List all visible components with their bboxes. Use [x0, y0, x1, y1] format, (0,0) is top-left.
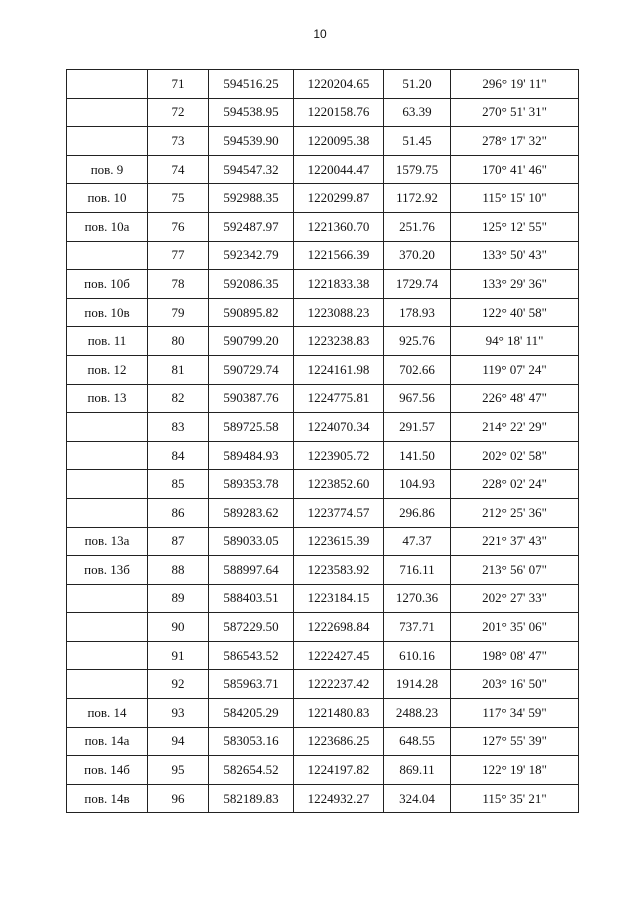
turn-cell: пов. 10б — [67, 270, 148, 299]
x-coordinate-cell: 585963.71 — [209, 670, 294, 699]
x-coordinate-cell: 589725.58 — [209, 413, 294, 442]
y-coordinate-cell: 1223088.23 — [294, 298, 384, 327]
turn-cell — [67, 641, 148, 670]
table-row — [67, 670, 579, 699]
coordinates-table-body — [67, 70, 579, 813]
length-cell: 63.39 — [384, 98, 451, 127]
direction-angle-cell: 125° 12' 55" — [451, 212, 579, 241]
x-coordinate-cell: 589033.05 — [209, 527, 294, 556]
table-row — [67, 384, 579, 413]
direction-angle-cell: 122° 40' 58" — [451, 298, 579, 327]
direction-angle-cell: 212° 25' 36" — [451, 498, 579, 527]
table-row — [67, 241, 579, 270]
table-row — [67, 155, 579, 184]
length-cell: 967.56 — [384, 384, 451, 413]
direction-angle-cell: 133° 50' 43" — [451, 241, 579, 270]
x-coordinate-cell: 592086.35 — [209, 270, 294, 299]
y-coordinate-cell: 1221833.38 — [294, 270, 384, 299]
turn-cell: пов. 10в — [67, 298, 148, 327]
point-number-cell: 71 — [148, 70, 209, 99]
length-cell: 251.76 — [384, 212, 451, 241]
page-number: 10 — [313, 27, 327, 41]
point-number-cell: 83 — [148, 413, 209, 442]
length-cell: 178.93 — [384, 298, 451, 327]
turn-cell: пов. 10 — [67, 184, 148, 213]
point-number-cell: 77 — [148, 241, 209, 270]
direction-angle-cell: 119° 07' 24" — [451, 355, 579, 384]
length-cell: 1579.75 — [384, 155, 451, 184]
length-cell: 716.11 — [384, 556, 451, 585]
turn-cell: пов. 9 — [67, 155, 148, 184]
table-row — [67, 784, 579, 813]
y-coordinate-cell: 1223774.57 — [294, 498, 384, 527]
x-coordinate-cell: 587229.50 — [209, 613, 294, 642]
length-cell: 1729.74 — [384, 270, 451, 299]
table-row — [67, 441, 579, 470]
table-row — [67, 413, 579, 442]
point-number-cell: 88 — [148, 556, 209, 585]
x-coordinate-cell: 594538.95 — [209, 98, 294, 127]
y-coordinate-cell: 1224775.81 — [294, 384, 384, 413]
y-coordinate-cell: 1222237.42 — [294, 670, 384, 699]
direction-angle-cell: 201° 35' 06" — [451, 613, 579, 642]
point-number-cell: 91 — [148, 641, 209, 670]
turn-cell — [67, 613, 148, 642]
turn-cell — [67, 241, 148, 270]
y-coordinate-cell: 1224070.34 — [294, 413, 384, 442]
direction-angle-cell: 203° 16' 50" — [451, 670, 579, 699]
y-coordinate-cell: 1223686.25 — [294, 727, 384, 756]
point-number-cell: 96 — [148, 784, 209, 813]
direction-angle-cell: 170° 41' 46" — [451, 155, 579, 184]
turn-cell — [67, 70, 148, 99]
x-coordinate-cell: 592342.79 — [209, 241, 294, 270]
point-number-cell: 78 — [148, 270, 209, 299]
direction-angle-cell: 94° 18' 11" — [451, 327, 579, 356]
table-row — [67, 584, 579, 613]
point-number-cell: 72 — [148, 98, 209, 127]
point-number-cell: 89 — [148, 584, 209, 613]
direction-angle-cell: 221° 37' 43" — [451, 527, 579, 556]
table-row — [67, 556, 579, 585]
turn-cell: пов. 14б — [67, 756, 148, 785]
turn-cell — [67, 670, 148, 699]
table-row — [67, 498, 579, 527]
length-cell: 1914.28 — [384, 670, 451, 699]
table-row — [67, 727, 579, 756]
x-coordinate-cell: 589283.62 — [209, 498, 294, 527]
length-cell: 370.20 — [384, 241, 451, 270]
direction-angle-cell: 202° 02' 58" — [451, 441, 579, 470]
direction-angle-cell: 127° 55' 39" — [451, 727, 579, 756]
x-coordinate-cell: 590799.20 — [209, 327, 294, 356]
x-coordinate-cell: 582654.52 — [209, 756, 294, 785]
point-number-cell: 73 — [148, 127, 209, 156]
point-number-cell: 85 — [148, 470, 209, 499]
length-cell: 1270.36 — [384, 584, 451, 613]
table-row — [67, 270, 579, 299]
point-number-cell: 95 — [148, 756, 209, 785]
x-coordinate-cell: 583053.16 — [209, 727, 294, 756]
point-number-cell: 75 — [148, 184, 209, 213]
table-row — [67, 527, 579, 556]
turn-cell — [67, 584, 148, 613]
length-cell: 925.76 — [384, 327, 451, 356]
turn-cell — [67, 470, 148, 499]
x-coordinate-cell: 594539.90 — [209, 127, 294, 156]
x-coordinate-cell: 594547.32 — [209, 155, 294, 184]
direction-angle-cell: 122° 19' 18" — [451, 756, 579, 785]
turn-cell: пов. 13 — [67, 384, 148, 413]
y-coordinate-cell: 1223184.15 — [294, 584, 384, 613]
point-number-cell: 81 — [148, 355, 209, 384]
table-row — [67, 70, 579, 99]
length-cell: 610.16 — [384, 641, 451, 670]
table-row — [67, 184, 579, 213]
table-row — [67, 327, 579, 356]
x-coordinate-cell: 588403.51 — [209, 584, 294, 613]
point-number-cell: 82 — [148, 384, 209, 413]
length-cell: 141.50 — [384, 441, 451, 470]
direction-angle-cell: 133° 29' 36" — [451, 270, 579, 299]
table-row — [67, 699, 579, 728]
point-number-cell: 92 — [148, 670, 209, 699]
y-coordinate-cell: 1223615.39 — [294, 527, 384, 556]
length-cell: 324.04 — [384, 784, 451, 813]
direction-angle-cell: 198° 08' 47" — [451, 641, 579, 670]
coordinates-table — [66, 69, 579, 813]
x-coordinate-cell: 590729.74 — [209, 355, 294, 384]
direction-angle-cell: 214° 22' 29" — [451, 413, 579, 442]
turn-cell: пов. 10а — [67, 212, 148, 241]
table-row — [67, 212, 579, 241]
direction-angle-cell: 213° 56' 07" — [451, 556, 579, 585]
turn-cell: пов. 14а — [67, 727, 148, 756]
y-coordinate-cell: 1220044.47 — [294, 155, 384, 184]
turn-cell: пов. 13а — [67, 527, 148, 556]
y-coordinate-cell: 1220095.38 — [294, 127, 384, 156]
y-coordinate-cell: 1224161.98 — [294, 355, 384, 384]
point-number-cell: 90 — [148, 613, 209, 642]
x-coordinate-cell: 584205.29 — [209, 699, 294, 728]
point-number-cell: 80 — [148, 327, 209, 356]
x-coordinate-cell: 590895.82 — [209, 298, 294, 327]
x-coordinate-cell: 592988.35 — [209, 184, 294, 213]
length-cell: 291.57 — [384, 413, 451, 442]
direction-angle-cell: 270° 51' 31" — [451, 98, 579, 127]
direction-angle-cell: 296° 19' 11" — [451, 70, 579, 99]
turn-cell: пов. 13б — [67, 556, 148, 585]
point-number-cell: 76 — [148, 212, 209, 241]
x-coordinate-cell: 589353.78 — [209, 470, 294, 499]
y-coordinate-cell: 1221566.39 — [294, 241, 384, 270]
y-coordinate-cell: 1222698.84 — [294, 613, 384, 642]
table-row — [67, 641, 579, 670]
y-coordinate-cell: 1223583.92 — [294, 556, 384, 585]
y-coordinate-cell: 1220158.76 — [294, 98, 384, 127]
table-row — [67, 98, 579, 127]
y-coordinate-cell: 1224197.82 — [294, 756, 384, 785]
length-cell: 1172.92 — [384, 184, 451, 213]
point-number-cell: 79 — [148, 298, 209, 327]
x-coordinate-cell: 586543.52 — [209, 641, 294, 670]
x-coordinate-cell: 592487.97 — [209, 212, 294, 241]
length-cell: 296.86 — [384, 498, 451, 527]
length-cell: 104.93 — [384, 470, 451, 499]
x-coordinate-cell: 589484.93 — [209, 441, 294, 470]
x-coordinate-cell: 590387.76 — [209, 384, 294, 413]
turn-cell: пов. 12 — [67, 355, 148, 384]
length-cell: 702.66 — [384, 355, 451, 384]
table-row — [67, 298, 579, 327]
point-number-cell: 93 — [148, 699, 209, 728]
turn-cell — [67, 127, 148, 156]
direction-angle-cell: 278° 17' 32" — [451, 127, 579, 156]
turn-cell: пов. 11 — [67, 327, 148, 356]
point-number-cell: 94 — [148, 727, 209, 756]
direction-angle-cell: 115° 35' 21" — [451, 784, 579, 813]
direction-angle-cell: 115° 15' 10" — [451, 184, 579, 213]
table-row — [67, 756, 579, 785]
direction-angle-cell: 117° 34' 59" — [451, 699, 579, 728]
length-cell: 648.55 — [384, 727, 451, 756]
y-coordinate-cell: 1223238.83 — [294, 327, 384, 356]
y-coordinate-cell: 1221480.83 — [294, 699, 384, 728]
turn-cell — [67, 413, 148, 442]
x-coordinate-cell: 582189.83 — [209, 784, 294, 813]
y-coordinate-cell: 1220204.65 — [294, 70, 384, 99]
turn-cell — [67, 498, 148, 527]
table-row — [67, 613, 579, 642]
point-number-cell: 74 — [148, 155, 209, 184]
turn-cell: пов. 14в — [67, 784, 148, 813]
length-cell: 869.11 — [384, 756, 451, 785]
direction-angle-cell: 228° 02' 24" — [451, 470, 579, 499]
length-cell: 47.37 — [384, 527, 451, 556]
y-coordinate-cell: 1220299.87 — [294, 184, 384, 213]
table-row — [67, 355, 579, 384]
x-coordinate-cell: 588997.64 — [209, 556, 294, 585]
y-coordinate-cell: 1221360.70 — [294, 212, 384, 241]
y-coordinate-cell: 1223852.60 — [294, 470, 384, 499]
point-number-cell: 87 — [148, 527, 209, 556]
y-coordinate-cell: 1223905.72 — [294, 441, 384, 470]
table-row — [67, 127, 579, 156]
y-coordinate-cell: 1224932.27 — [294, 784, 384, 813]
length-cell: 51.20 — [384, 70, 451, 99]
length-cell: 737.71 — [384, 613, 451, 642]
length-cell: 51.45 — [384, 127, 451, 156]
turn-cell: пов. 14 — [67, 699, 148, 728]
direction-angle-cell: 202° 27' 33" — [451, 584, 579, 613]
table-row — [67, 470, 579, 499]
turn-cell — [67, 98, 148, 127]
x-coordinate-cell: 594516.25 — [209, 70, 294, 99]
point-number-cell: 84 — [148, 441, 209, 470]
y-coordinate-cell: 1222427.45 — [294, 641, 384, 670]
point-number-cell: 86 — [148, 498, 209, 527]
turn-cell — [67, 441, 148, 470]
direction-angle-cell: 226° 48' 47" — [451, 384, 579, 413]
length-cell: 2488.23 — [384, 699, 451, 728]
